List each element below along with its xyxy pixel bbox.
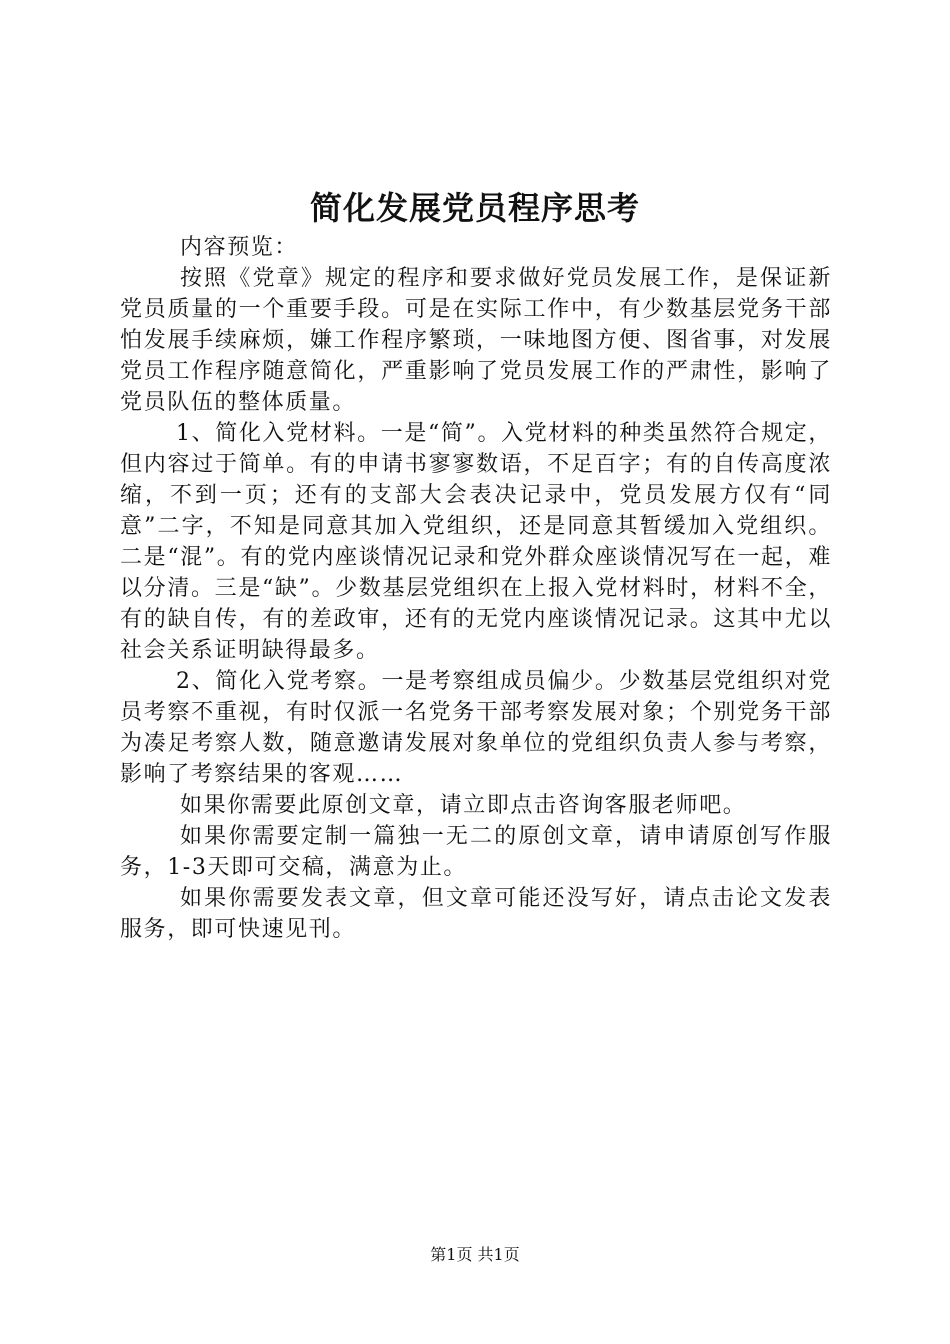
promo-paragraph-consult: 如果你需要此原创文章，请立即点击咨询客服老师吧。: [180, 793, 747, 818]
promo-paragraph-publish: 如果你需要发表文章，但文章可能还没写好，请点击论文发表服务，即可快速见刊。: [120, 886, 832, 942]
intro-paragraph: 按照《党章》规定的程序和要求做好党员发展工作，是保证新党员质量的一个重要手段。可是在实际工作中，有少数基层党务干部怕发展手续麻烦，嫌工作程序繁琐，一味地图方便、图省事，对发展党员工作程序随意简化，严重影响了党员发展工作的严肃性，影响了党员队伍的整体质量。: [120, 266, 832, 415]
page-footer: 第1页 共1页: [430, 1245, 520, 1264]
section-1-paragraph: 1、简化入党材料。一是“简”。入党材料的种类虽然符合规定，但内容过于简单。有的申请书寥寥数语，不足百字；有的自传高度浓缩，不到一页；还有的支部大会表决记录中，党员发展方仅有“同意”二字，不知是同意其加入党组织，还是同意其暂缓加入党组织。二是“混”。有的党内座谈情况记录和党外群众座谈情况写在一起，难以分清。三是“缺”。少数基层党组织在上报入党材料时，材料不全，有的缺自传，有的差政审，还有的无党内座谈情况记录。这其中尤以社会关系证明缺得最多。: [120, 421, 832, 663]
document-title: 简化发展党员程序思考: [309, 189, 640, 227]
section-2-paragraph: 2、简化入党考察。一是考察组成员偏少。少数基层党组织对党员考察不重视，有时仅派一名党务干部考察发展对象；个别党务干部为凑足考察人数，随意邀请发展对象单位的党组织负责人参与考察，影响了考察结果的客观……: [120, 669, 832, 787]
preview-label: 内容预览：: [180, 235, 299, 260]
promo-paragraph-custom: 如果你需要定制一篇独一无二的原创文章，请申请原创写作服务，1-3天即可交稿，满意为止。: [120, 824, 832, 880]
document-body: [120, 232, 832, 945]
